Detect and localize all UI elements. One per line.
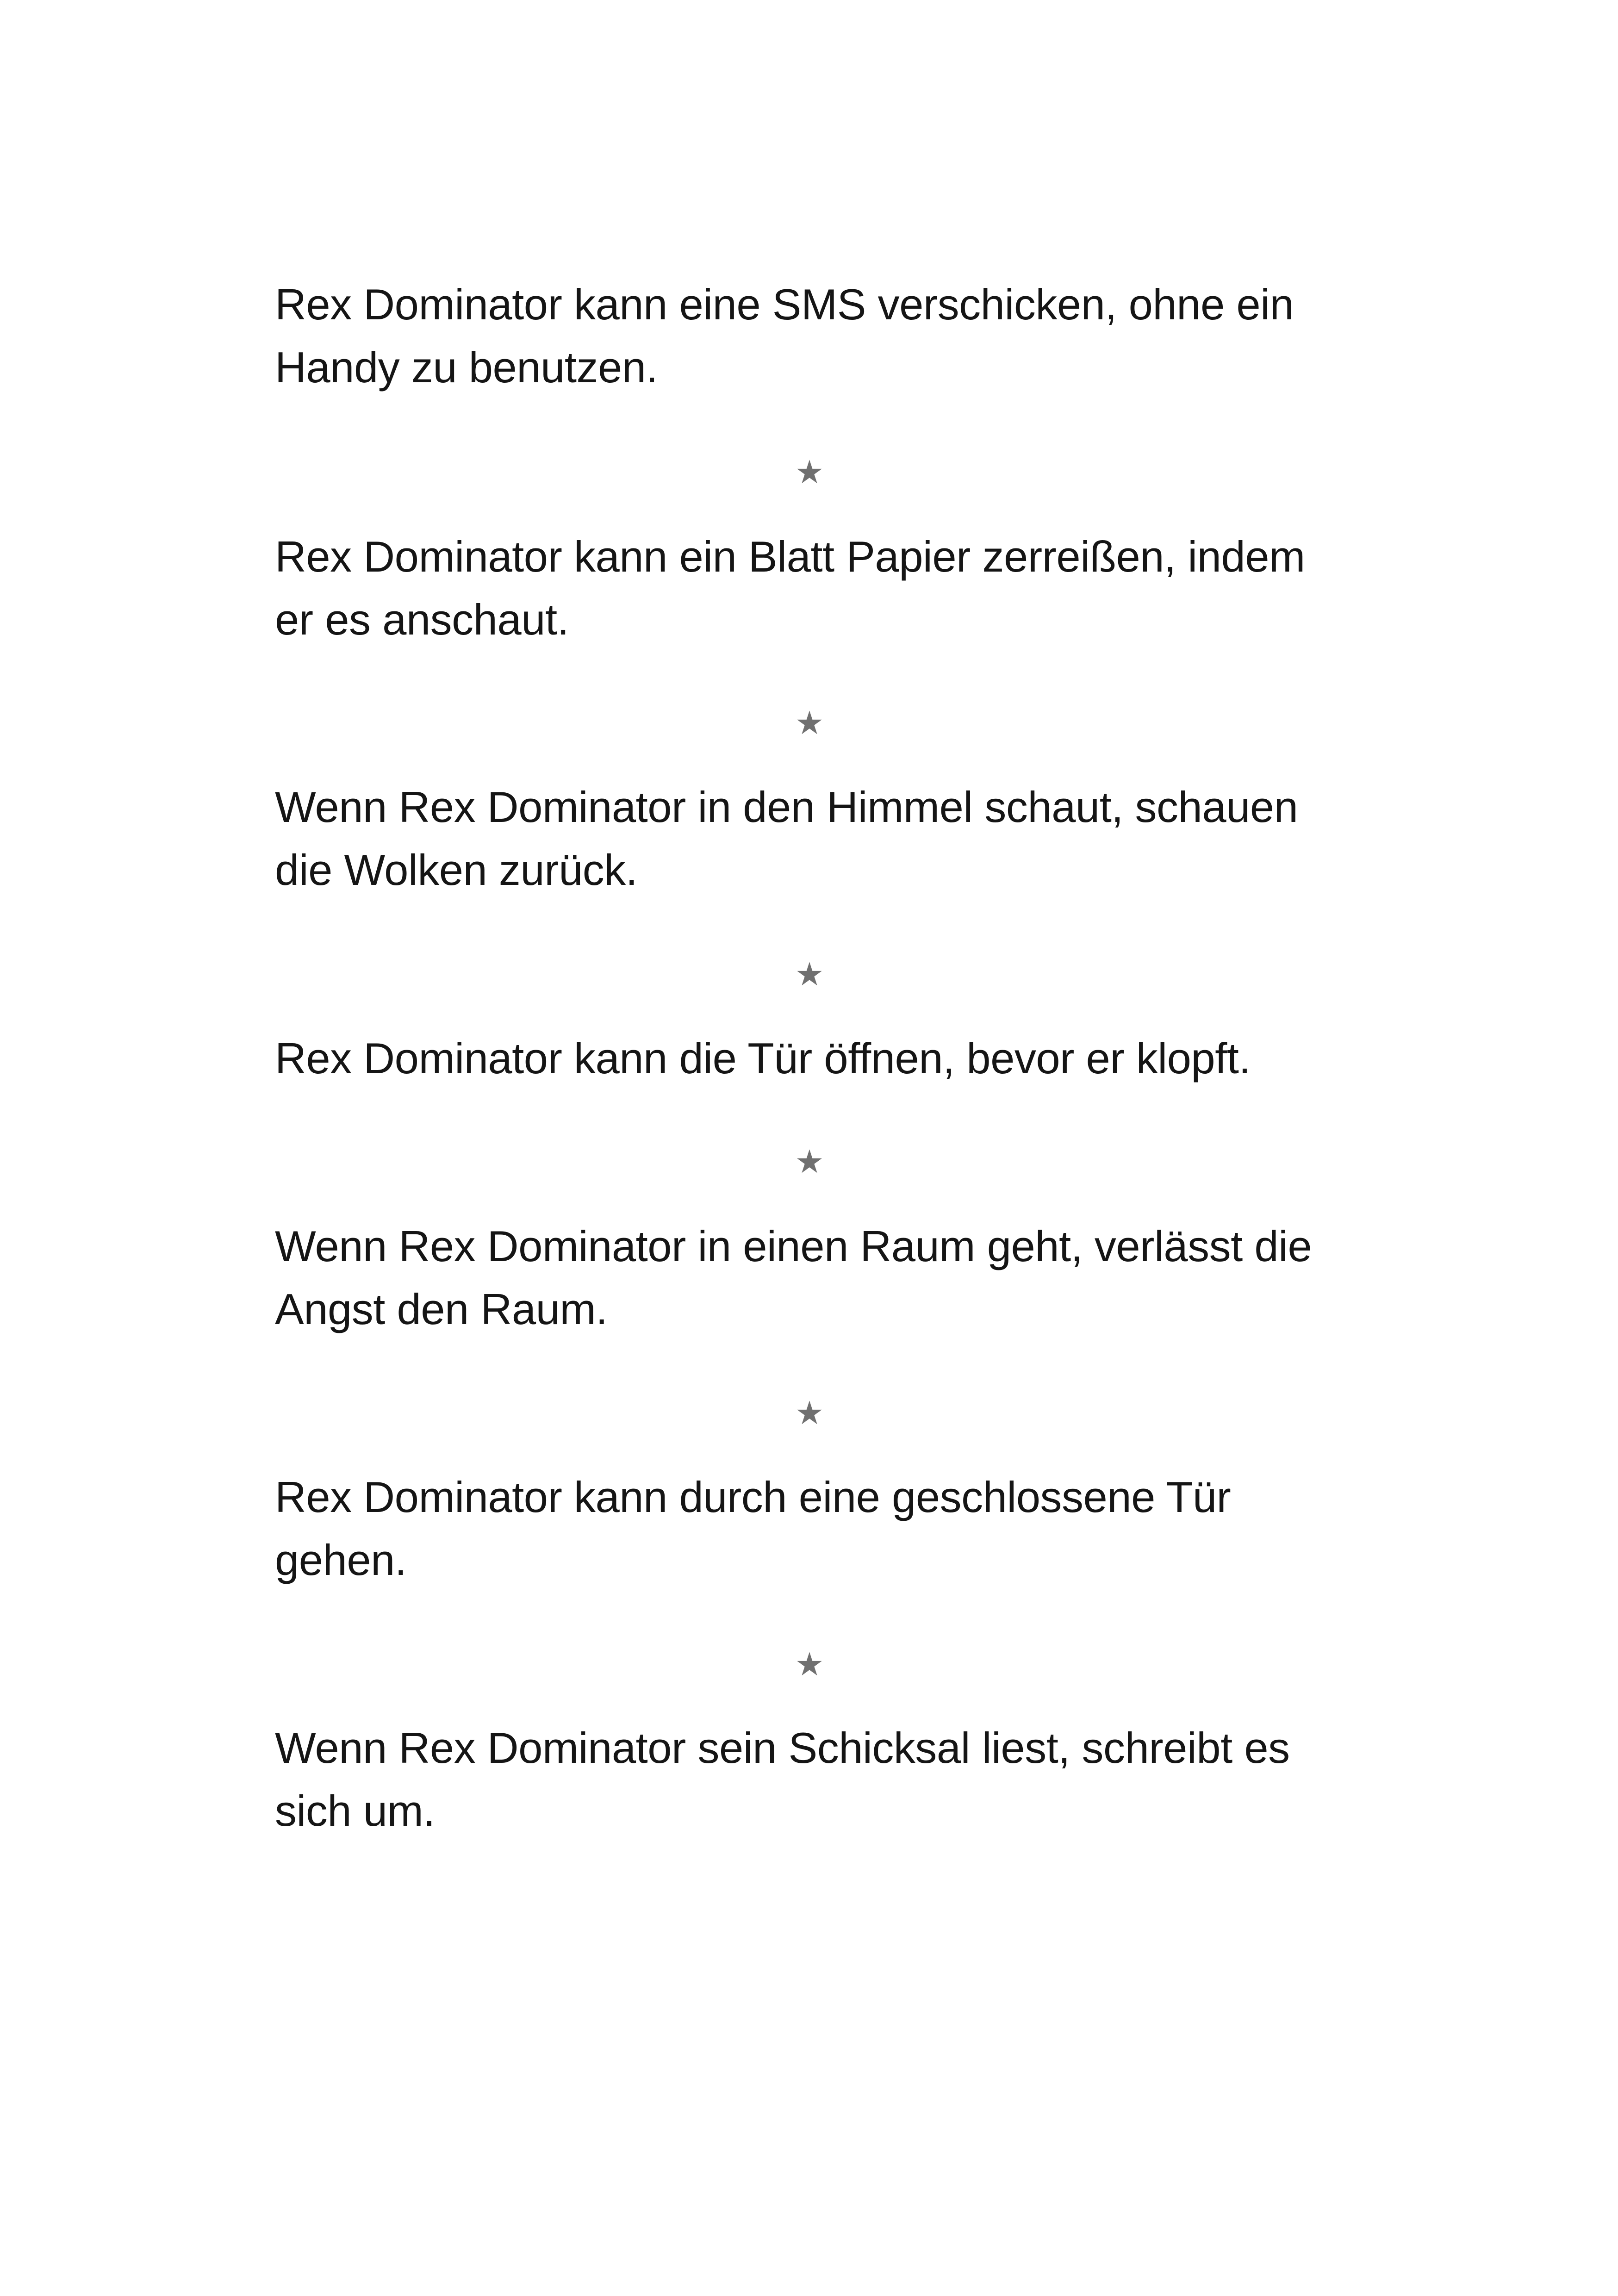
- paragraph-2: [275, 525, 1344, 651]
- paragraph-3-line-1: Wenn Rex Dominator in den Himmel schaut, schauen: [275, 783, 1298, 831]
- paragraph-2-line-1: Rex Dominator kann ein Blatt Papier zerreißen, indem: [275, 532, 1305, 581]
- paragraph-6-line-1: Rex Dominator kann durch eine geschlossene Tür: [275, 1473, 1231, 1521]
- star-separator-icon: ★: [795, 1143, 824, 1181]
- paragraph-4: [275, 1027, 1344, 1090]
- paragraph-3: [275, 776, 1344, 902]
- paragraph-1-line-2: Handy zu benutzen.: [275, 343, 658, 392]
- paragraph-1: [275, 273, 1344, 399]
- paragraph-2-line-2: er es anschaut.: [275, 595, 569, 644]
- paragraph-7-line-1: Wenn Rex Dominator sein Schicksal liest, schreibt es: [275, 1724, 1290, 1772]
- star-separator-icon: ★: [795, 955, 824, 993]
- paragraph-7: [275, 1717, 1344, 1842]
- star-separator-icon: ★: [795, 1645, 824, 1683]
- star-separator-icon: ★: [795, 704, 824, 742]
- paragraph-1-line-1: Rex Dominator kann eine SMS verschicken, ohne ein: [275, 280, 1294, 329]
- paragraph-5-line-2: Angst den Raum.: [275, 1285, 608, 1333]
- paragraph-5-line-1: Wenn Rex Dominator in einen Raum geht, verlässt die: [275, 1222, 1312, 1270]
- paragraph-4-line-1: Rex Dominator kann die Tür öffnen, bevor er klopft.: [275, 1034, 1251, 1083]
- paragraph-3-line-2: die Wolken zurück.: [275, 846, 638, 894]
- star-separator-icon: ★: [795, 453, 824, 491]
- paragraph-7-line-2: sich um.: [275, 1786, 435, 1835]
- paragraph-6-line-2: gehen.: [275, 1536, 407, 1584]
- star-separator-icon: ★: [795, 1394, 824, 1432]
- paragraph-5: [275, 1215, 1344, 1341]
- paragraph-6: [275, 1466, 1344, 1592]
